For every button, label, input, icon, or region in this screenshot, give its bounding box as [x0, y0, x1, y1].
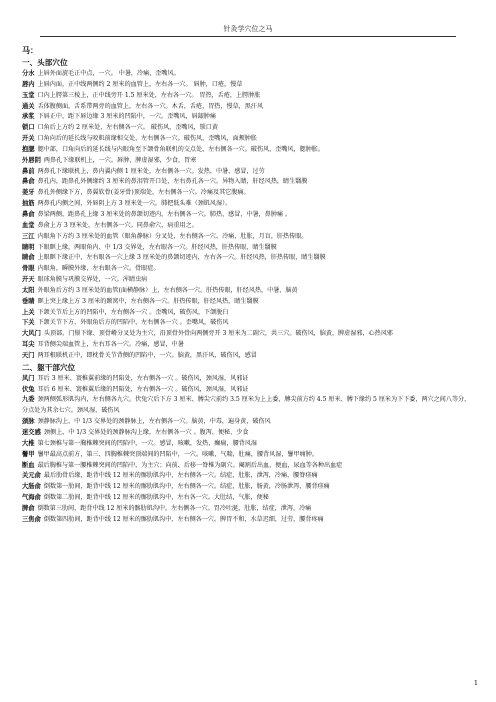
acupoint-entry	[22, 395, 474, 417]
section-heading: 二、躯干部穴位	[22, 362, 76, 372]
acupoint-entry	[22, 439, 474, 450]
acupoint-description: 第七颈椎与第一胸椎棘突间的凹陷中，一穴。感冒，咳嗽，发热，癫痫，腰背风湿	[37, 439, 257, 447]
acupoint-name: 耳尖	[22, 341, 35, 349]
acupoint-entry	[22, 428, 474, 439]
acupoint-description: 颈静脉沟上、中 1/3 交界处的颈静脉上，左右侧各一穴。脑黄，中毒，遍身黄，破伤风	[37, 418, 271, 426]
acupoint-entry	[22, 69, 474, 80]
acupoint-name: 风门	[22, 374, 35, 382]
running-header: 针灸学穴位之马	[40, 22, 456, 37]
acupoint-entry	[22, 318, 474, 329]
acupoint-name: 气海俞	[22, 494, 41, 502]
acupoint-entry	[22, 297, 474, 308]
acupoint-name: 上关	[22, 308, 35, 316]
acupoint-name: 承浆	[22, 113, 35, 121]
acupoint-name: 外唇阴	[22, 156, 41, 164]
acupoint-name: 大风门	[22, 330, 41, 338]
acupoint-description: 眼球角膜与巩膜交界处，一穴。浑睛虫病	[37, 276, 148, 284]
acupoint-name: 伏兔	[22, 385, 35, 393]
acupoint-description: 口角后上方约 2 厘米处，左右侧各一穴。 破伤风，歪嘴风，锁口黄	[37, 124, 218, 132]
acupoint-description: 倒数第一肋间，距背中线 12 厘米的髂肋肌沟中，左右侧各一穴。结症，肚胀，肠黄，冷肠泄泻，腰背痉痛	[43, 483, 330, 491]
acupoint-description: 舌体腹侧面，舌系带两旁的血管上，左右各一穴。木舌，舌疮，胃热，慢草，黑汗风	[37, 102, 264, 110]
acupoint-entry	[22, 145, 474, 156]
acupoint-entry	[22, 504, 474, 515]
acupoint-name: 大肠俞	[22, 483, 41, 491]
acupoint-description: 最后肋骨后缘，距背中线 12 厘米的髂肋肌沟中，左右侧各一穴。结症，肚胀，泄泻，冷痛，腰脊痉痛	[43, 472, 318, 480]
acupoint-name: 鼻前	[22, 167, 35, 175]
acupoint-name: 鬐甲	[22, 450, 35, 458]
acupoint-entry	[22, 188, 474, 199]
acupoint-entry	[22, 340, 474, 351]
acupoint-entry	[22, 177, 474, 188]
acupoint-description: 倒数第四肋间，距背中线 12 厘米的髂肋肌沟中，左右侧各一穴。脾胃不和，水草迟细，过劳，腰背疼痛	[43, 515, 324, 523]
acupoint-description: 鼻俞上方 3 厘米处，左右侧各一穴。同鼻俞穴，病重用之。	[37, 221, 198, 229]
acupoint-entry	[22, 91, 474, 102]
acupoint-description: 耳背侧尖端血管上，左右耳各一穴。冷痛，感冒，中暑	[37, 341, 184, 349]
acupoint-description: 鼻梁两侧，距鼻孔上缘 3 厘米处的鼻颌切迹内，左右侧各一穴。肺热，感冒，中暑，鼻肿痛 。	[37, 210, 292, 218]
acupoint-entry	[22, 482, 474, 493]
document-title: 马：	[22, 46, 38, 55]
acupoint-entry	[22, 308, 474, 319]
acupoint-name: 垂睛	[22, 297, 35, 305]
document-body	[22, 44, 474, 526]
acupoint-entry	[22, 385, 474, 396]
acupoint-description: 鼻孔内，距鼻孔外侧缘约 3 厘米的鼻泪管开口处，左右鼻孔各一穴。异物入睛，肝经风热，睛生翳膜	[37, 178, 308, 186]
page-number: 1	[473, 679, 478, 687]
acupoint-description: 鼻孔外侧缘下方，鼻翼软骨(姜牙骨)顶端处，左右侧各一穴。冷痛及其它腹痛。	[37, 189, 250, 197]
acupoint-entry	[22, 493, 474, 504]
acupoint-description: 耳后 6 厘米、寰椎翼后缘的凹陷处，左右侧各一穴 。破伤风，颈风湿，风邪证	[37, 385, 249, 393]
acupoint-name: 断血	[22, 461, 35, 469]
acupoint-description: 倒数第三肋间，距背中线 12 厘米的髂肋肌沟中，左右侧各一穴。胃冷吐涎，肚胀，结症，泄泻，冷痛	[37, 504, 312, 512]
acupoint-description: 头顶部，门鬃下缘、顶骨嵴分叉处为主穴，沿顶骨外骨向两侧旁开 3 厘米为二副穴，共三穴。破伤风，脑黄，脾虚湿邪，心热风邪	[43, 330, 393, 338]
acupoint-description: 腮中部，口角向后的延长线与内眼角至下颌骨角联机的交点处，左右侧各一穴。破伤风，歪嘴风，腮肿胀。	[37, 145, 324, 153]
acupoint-entry	[22, 156, 474, 167]
acupoint-entry	[22, 329, 474, 340]
acupoint-entry	[22, 243, 474, 254]
acupoint-name: 骨眼	[22, 265, 35, 273]
acupoint-entry	[22, 112, 474, 123]
acupoint-description: 外眼角后方约 3 厘米处的血管(面横静脉）上，左右侧各一穴。肝热传眼，肝经风热，中暑，脑黄	[37, 286, 298, 294]
acupoint-name: 太阳	[22, 286, 35, 294]
acupoint-name: 颈脉	[22, 418, 35, 426]
acupoint-name: 开关	[22, 135, 35, 143]
acupoint-name: 关元俞	[22, 472, 41, 480]
acupoint-name: 大椎	[22, 439, 35, 447]
acupoint-entry	[22, 275, 474, 286]
acupoint-name: 下关	[22, 319, 35, 327]
acupoint-description: 最后胸椎与第一腰椎棘突间的凹陷中，为主穴；向前、后移一脊椎为副穴。阉割后出血，便血，尿血等各种出血症	[37, 461, 343, 469]
acupoint-name: 鼻俞	[22, 178, 35, 186]
acupoint-description: 颈侧上、中 1/3 交界处的颈静脉沟上缘，左右侧各一穴 。腹泻，便秘，少食	[43, 429, 249, 436]
acupoint-description: 上唇外面旋毛正中点，一穴。 中暑，冷痛，歪嘴风。	[37, 70, 180, 77]
acupoint-entry	[22, 199, 474, 210]
acupoint-entry	[22, 417, 474, 428]
acupoint-entry	[22, 102, 474, 113]
acupoint-description: 上眼眶下缘正中，左右眼各一穴上缘 3 厘米处的鼻颌切迹内，左右各一穴。肝经风热，肝热传眼，睛生翳膜	[37, 254, 326, 262]
acupoint-name: 睛俞	[22, 254, 35, 262]
acupoint-description: 内眼角下方约 3 厘米处的血管（眼角静脉）分叉处，左右侧各一穴。冷痛，肚胀，月盲，肝热传眼。	[37, 232, 308, 240]
acupoint-entry	[22, 471, 474, 482]
acupoint-description: 下眼眶上缘，两眼角内、中 1/3 交界处，左右眼各一穴。肝经风热，肝热传眼，睛生翳膜	[37, 243, 277, 251]
acupoint-description: 下颌关节后上方的凹陷中，左右侧各一穴 。歪嘴风，破伤风，下颌脱臼	[37, 308, 229, 316]
acupoint-entry	[22, 351, 474, 362]
section-heading: 一、头部穴位	[22, 58, 68, 67]
acupoint-name: 鼻俞	[22, 210, 35, 218]
acupoint-description: 耳后 3 厘米、寰椎翼前缘的凹陷处，左右侧各一穴 。破伤风，颈风湿，风邪证	[37, 374, 249, 382]
acupoint-entry	[22, 123, 474, 134]
acupoint-description: 鬐甲最高点前方，第三、四胸椎棘突顶端间的凹陷中，一穴。咳嗽，气喘，肚痛，腰背风湿，鬐甲痈肿。	[37, 450, 318, 458]
acupoint-entry	[22, 167, 474, 178]
acupoint-name: 抽筋	[22, 200, 35, 208]
acupoint-name: 分水	[22, 70, 35, 77]
acupoint-entry	[22, 374, 474, 385]
acupoint-description: 眶上突上缘上方 3 厘米的颞窝中，左右侧各一穴。肝热传眼，肝经风热，睛生翳膜	[37, 297, 259, 305]
acupoint-description: 两鼻孔下缘联机上，一穴。唇肿，脾虚湿邪，少食，胃寒	[43, 156, 197, 164]
acupoint-description: 下颌关节下方，外眼角后方的凹陷中，左右侧各一穴 。歪嘴风，破伤风	[37, 319, 229, 327]
acupoint-entry	[22, 264, 474, 275]
acupoint-description: 两耳根联机正中，即枕骨关节背侧的凹陷中，一穴。脑黄，黑汗风，破伤风，感冒	[37, 351, 257, 359]
acupoint-name: 九委	[22, 396, 35, 404]
acupoint-name: 开天	[22, 276, 35, 284]
acupoint-entry	[22, 210, 474, 221]
acupoint-description: 口角向后的延长线与咬肌前缘相交处，左右侧各一穴。破伤风，歪嘴风，面颊肿胀	[37, 135, 257, 143]
acupoint-description: 两鼻孔下缘联机上，鼻内翼内侧 1 厘米处，左右侧各一穴。发热，中暑，感冒，过劳	[37, 167, 265, 175]
acupoint-name: 三江	[22, 232, 35, 240]
acupoint-name: 迷交感	[22, 429, 41, 436]
acupoint-name: 血堂	[22, 221, 35, 229]
acupoint-description: 倒数第二肋间，距背中线 12 厘米的髂肋肌沟中，左右各一穴。大肚结，气胀，便秘	[43, 494, 269, 502]
acupoint-entry	[22, 286, 474, 297]
acupoint-name: 锁口	[22, 124, 35, 132]
acupoint-description: 内眼角，瞬膜外缘，左右眼各一穴。骨眼症。	[37, 265, 160, 273]
acupoint-name: 抱腮	[22, 145, 35, 153]
acupoint-name: 三焦俞	[22, 515, 41, 523]
acupoint-name: 天门	[22, 351, 35, 359]
acupoint-description: 口内上腭第三棱上，正中线旁开 1.5 厘米处，左右各一穴。 胃热，舌疮，上腭肿胀	[37, 91, 261, 99]
acupoint-name: 玉堂	[22, 91, 35, 99]
acupoint-description: 下唇正中，距下唇边缘 3 厘米的凹陷中，一穴。歪嘴风，唇龈肿痛	[37, 113, 216, 121]
acupoint-name: 睛明	[22, 243, 35, 251]
acupoint-entry	[22, 253, 474, 264]
acupoint-entry	[22, 80, 474, 91]
acupoint-name: 通关	[22, 102, 35, 110]
acupoint-entry	[22, 221, 474, 232]
acupoint-entry	[22, 450, 474, 461]
acupoint-name: 脾俞	[22, 504, 35, 512]
acupoint-description: 两鼻孔内侧之间，外唇阴上方 3 厘米处一穴。肺把低头难（颈肌风湿）。	[37, 200, 232, 208]
acupoint-description: 上唇内面，正中线两侧约 2 厘米的血管上，左右各一穴。 唇肿，口疮，慢草	[37, 80, 243, 88]
acupoint-entry	[22, 461, 474, 472]
acupoint-entry	[22, 515, 474, 526]
acupoint-name: 姜牙	[22, 189, 35, 197]
acupoint-name: 唇内	[22, 80, 35, 88]
acupoint-entry	[22, 134, 474, 145]
acupoint-entry	[22, 232, 474, 243]
acupoint-description: 颈两侧弧形肌沟内，左右侧各九穴。伏兔穴后下方 3 厘米、膊尖穴前约 3.5 厘米为上上委，膊尖前方约 4.5 厘米、膊下缘约 5 厘米为下下委，两穴之间八等分，分点处为其余七穴。颈风湿，破伤风	[22, 396, 471, 415]
